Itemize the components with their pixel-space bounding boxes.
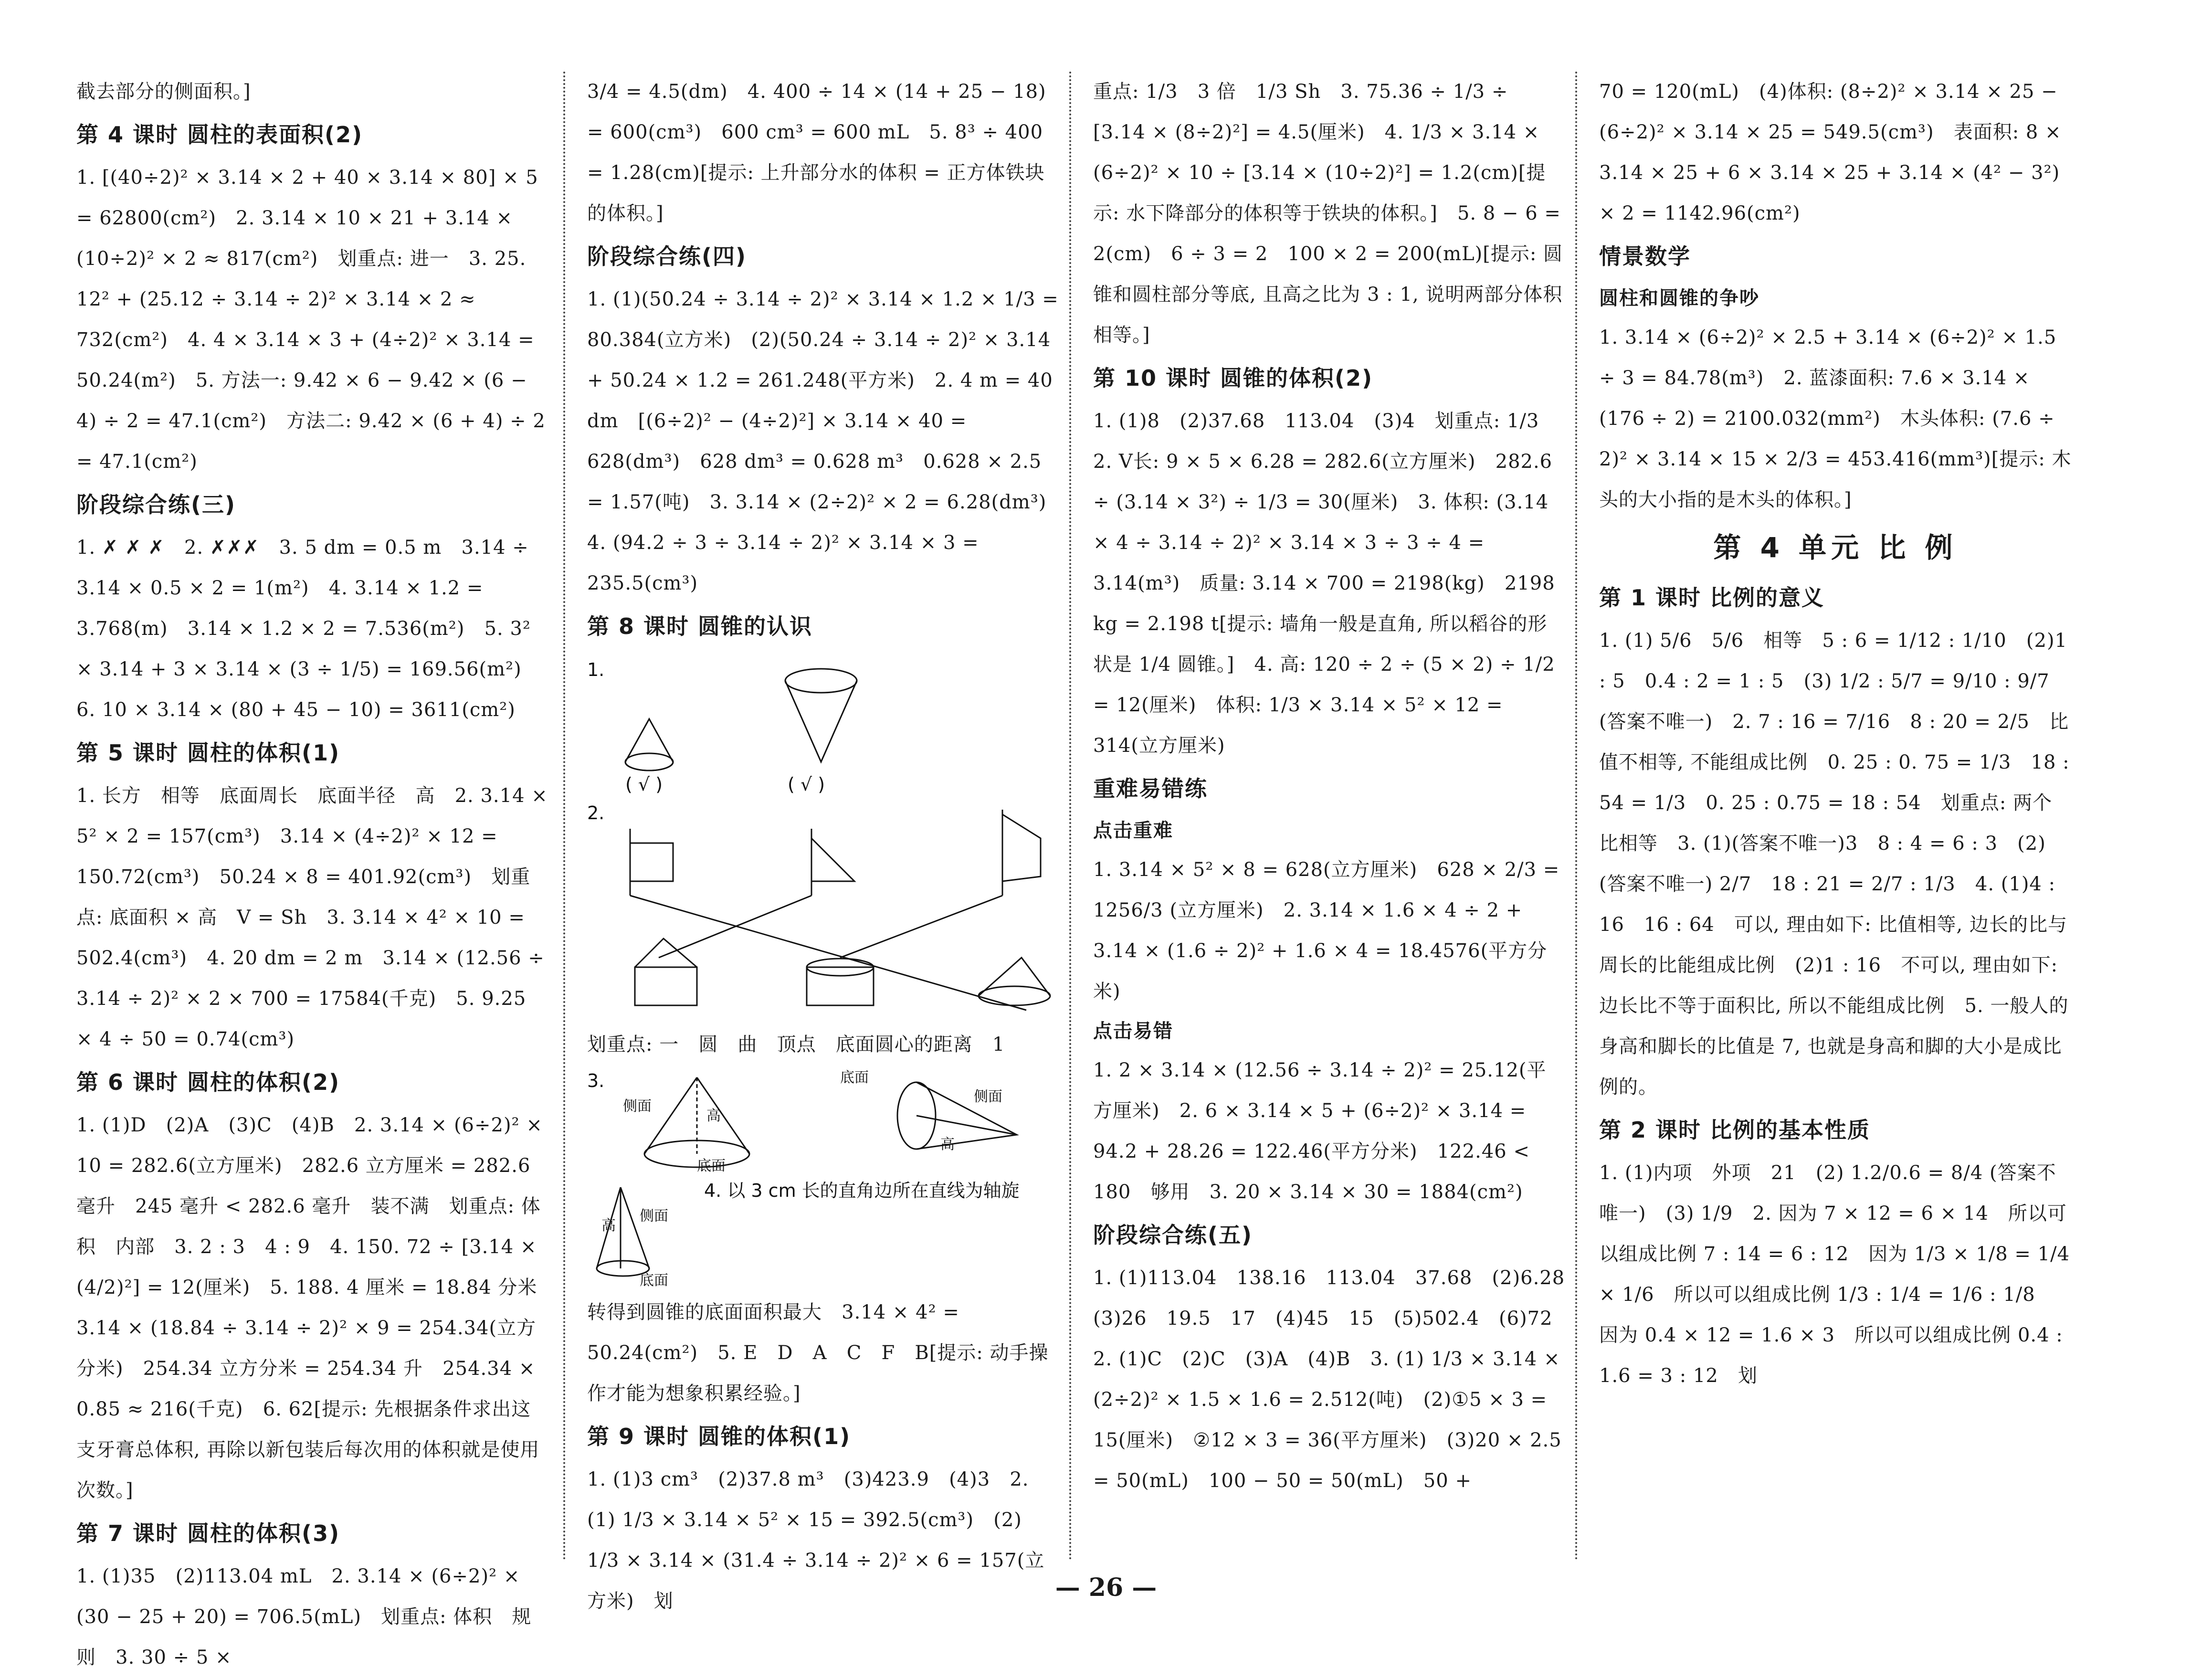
rectangle-shape <box>630 843 673 881</box>
match-line <box>630 896 1026 1010</box>
answer-text: 转得到圆锥的底面面积最大 3.14 × 4² = 50.24(cm²) 5. E D A C F B[提示: 动手操作才能为想象积累经验。] <box>587 1301 1049 1404</box>
answer-text: 重点: 1/3 3 倍 1/3 Sh 3. 75.36 ÷ 1/3 ÷ [3.14 × (8÷2)²] = 4.5(厘米) 4. 1/3 × 3.14 × (6÷2)² × 10 ÷ [3.14 × (10÷2)²] = 1.2(cm)[提示: 水下降部分的体积等于铁块的体积。] 5. 8 − 6 = 2(cm) 6 ÷ 3 = 2 100 × 2 = 200(mL)[提示: 圆锥和圆柱部分等底, 且高之比为 3 : 1, 说明两部分体积相等。] <box>1093 81 1568 346</box>
answer-text: 1. 长方 相等 底面周长 底面半径 高 2. 3.14 × 5² × 2 = 157(cm³) 3.14 × (4÷2)² × 12 = 150.72(cm³) 50.24 × 8 = 401.92(cm³) 划重点: 底面积 × 高 V = Sh 3. 3.14 × 4² × 10 = 502.4(cm³) 4. 20 dm = 2 m 3.14 × (12.56 ÷ 3.14 ÷ 2)² × 2 × 700 = 17584(千克) 5. 9.25 × 4 ÷ 50 = 0.74(cm³) <box>76 785 555 1050</box>
figure-label: 高 <box>706 1108 721 1124</box>
figure-q2 <box>587 800 1060 1020</box>
section-heading: 阶段综合练(四) <box>587 243 747 269</box>
triangle-shape <box>811 838 854 881</box>
rotation-note: 4. 以 3 cm 长的直角边所在直线为轴旋 <box>704 1180 1020 1201</box>
section-heading: 第 9 课时 圆锥的体积(1) <box>587 1424 851 1449</box>
answer-text: 1. 3.14 × 5² × 8 = 628(立方厘米) 628 × 2/3 = 1256/3 (立方厘米) 2. 3.14 × 1.6 × 4 ÷ 2 + 3.14 × (1.6 ÷ 2)² + 1.6 × 4 = 18.4576(平方分米) <box>1093 859 1567 1003</box>
section-heading: 第 10 课时 圆锥的体积(2) <box>1093 365 1373 391</box>
answer-text: 1. (1) 5/6 5/6 相等 5 : 6 = 1/12 : 1/10 (2)1 : 5 0.4 : 2 = 1 : 5 (3) 1/2 : 5/7 = 9/10 : 9/7 (答案不唯一) 2. 7 : 16 = 7/16 8 : 20 = 2/5 比值不相等, 不能组成比例 0. 25 : 0. 75 = 1/3 18 : 54 = 1/3 0. 25 : 0.75 = 18 : 54 划重点: 两个比相等 3. (1)(答案不唯一)3 8 : 4 = 6 : 3 (2)(答案不唯一) 2/7 18 : 21 = 2/7 : 1/3 4. (1)4 : 16 16 : 64 可以, 理由如下: 比值相等, 边长的比与周长的比能组成比例 (2)1 : 16 不可以, 理由如下: 边长比不等于面积比, 所以不能组成比例 5. 一般人的身高和脚长的比值是 7, 也就是身高和脚的大小是成比例的。 <box>1599 630 2076 1098</box>
answer-text: 3/4 = 4.5(dm) 4. 400 ÷ 14 × (14 + 25 − 18) = 600(cm³) 600 cm³ = 600 mL 5. 8³ ÷ 400 = 1.28(cm)[提示: 上升部分水的体积 = 正方体铁块的体积。] <box>587 81 1053 224</box>
q2-matching-svg <box>587 800 1055 1020</box>
cone-base <box>785 669 857 693</box>
unit-title: 第 4 单元 比 例 <box>1713 531 1958 564</box>
figure-q3 <box>587 1068 1060 1173</box>
cone-shape <box>625 719 673 770</box>
figure-label: 侧面 <box>974 1088 1002 1105</box>
cone-shape <box>979 958 1050 996</box>
answer-text: 1. (1)8 (2)37.68 113.04 (3)4 划重点: 1/3 2. V长: 9 × 5 × 6.28 = 282.6(立方厘米) 282.6 ÷ (3.14 × 3²) ÷ 1/3 = 30(厘米) 3. 体积: (3.14 × 4 ÷ 3.14 ÷ 2)² × 3.14 × 3 ÷ 3 ÷ 4 = 3.14(m³) 质量: 3.14 × 700 = 2198(kg) 2198 kg = 2.198 t[提示: 墙角一般是直角, 所以稻谷的形状是 1/4 圆锥。] 4. 高: 120 ÷ 2 ÷ (5 × 2) ÷ 1/2 = 12(厘米) 体积: 1/3 × 3.14 × 5² × 12 = 314(立方厘米) <box>1093 410 1562 757</box>
column-3 <box>1093 72 1585 1561</box>
section-heading: 第 6 课时 圆柱的体积(2) <box>76 1069 340 1095</box>
question-number: 2. <box>587 802 605 823</box>
answer-text: 1. (1)内项 外项 21 (2) 1.2/0.6 = 8/4 (答案不唯一) (3) 1/9 2. 因为 7 × 12 = 6 × 14 所以可以组成比例 7 : 14 = 6 : 12 因为 1/3 × 1/8 = 1/4 × 1/6 所以可以组成比例 1/3 : 1/4 = 1/6 : 1/8 因为 0.4 × 12 = 1.6 × 3 所以可以组成比例 0.4 : 1.6 = 3 : 12 划 <box>1599 1162 2076 1387</box>
question-number: 1. <box>587 659 605 680</box>
section-heading: 第 5 课时 圆柱的体积(1) <box>76 740 340 766</box>
column-1 <box>76 72 557 1668</box>
section-heading: 第 4 课时 圆柱的表面积(2) <box>76 122 363 148</box>
figure-q3b <box>587 1178 1060 1288</box>
figure-label: 底面 <box>697 1158 726 1174</box>
figure-label: 底面 <box>840 1069 869 1086</box>
cylinder-body <box>635 967 697 1005</box>
column-4 <box>1599 72 2076 1561</box>
cone-base <box>625 753 673 770</box>
column-divider <box>563 72 565 1561</box>
figure-label: 底面 <box>640 1272 668 1289</box>
column-divider <box>1575 72 1577 1561</box>
answer-text: 1. (1)D (2)A (3)C (4)B 2. 3.14 × (6÷2)² × 10 = 282.6(立方厘米) 282.6 立方厘米 = 282.6 毫升 245 毫升 < 282.6 毫升 装不满 划重点: 体积 内部 3. 2 : 3 4 : 9 4. 150. 72 ÷ [3.14 × (4/2)²] = 12(厘米) 5. 188. 4 厘米 = 18.84 分米 3.14 × (18.84 ÷ 3.14 ÷ 2)² × 9 = 254.34(立方分米) 254.34 立方分米 = 254.34 升 254.34 × 0.85 ≈ 216(千克) 6. 62[提示: 先根据条件求出这支牙膏总体积, 再除以新包装后每次用的体积就是使用次数。] <box>76 1114 557 1501</box>
section-subheading: 点击易错 <box>1093 1020 1173 1042</box>
answer-text: 1. (1)113.04 138.16 113.04 37.68 (2)6.28 (3)26 19.5 17 (4)45 15 (5)502.4 (6)72 2. (1)C (2)C (3)A (4)B 3. (1) 1/3 × 3.14 × (2÷2)² × 1.5 × 1.6 = 2.512(吨) (2)①5 × 3 = 15(厘米) ②12 × 3 = 36(平方厘米) (3)20 × 2.5 = 50(mL) 100 − 50 = 50(mL) 50 + <box>1093 1267 1585 1492</box>
answer-text: 截去部分的侧面积。] <box>76 81 251 103</box>
section-heading: 阶段综合练(三) <box>76 492 236 517</box>
figure-label: 侧面 <box>623 1098 652 1115</box>
column-2 <box>587 72 1066 1612</box>
section-heading: 情景数学 <box>1599 243 1691 269</box>
question-number: 3. <box>587 1070 605 1091</box>
answer-text: 1. [(40÷2)² × 3.14 × 2 + 40 × 3.14 × 80] × 5 = 62800(cm²) 2. 3.14 × 10 × 21 + 3.14 × (10÷2)² × 2 ≈ 817(cm²) 划重点: 进一 3. 25. 12² + (25.12 ÷ 3.14 ÷ 2)² × 3.14 × 2 ≈ 732(cm²) 4. 4 × 3.14 × 3 + (4÷2)² × 3.14 = 50.24(m²) 5. 方法一: 9.42 × 6 − 9.42 × (6 − 4) ÷ 2 = 47.1(cm²) 方法二: 9.42 × (6 + 4) ÷ 2 = 47.1(cm²) <box>76 167 552 473</box>
q3b-cone-svg <box>587 1178 1055 1288</box>
cone-base <box>979 986 1050 1005</box>
height-line <box>916 1116 1017 1135</box>
section-subheading: 点击重难 <box>1093 820 1173 842</box>
trapezoid-shape <box>1002 814 1041 881</box>
answer-text: 划重点: 一 圆 曲 顶点 底面圆心的距离 1 <box>587 1034 1005 1055</box>
section-heading: 第 1 课时 比例的意义 <box>1599 585 1825 611</box>
section-heading: 第 2 课时 比例的基本性质 <box>1599 1117 1871 1143</box>
section-subheading: 圆柱和圆锥的争吵 <box>1599 287 1759 309</box>
match-line <box>840 896 1002 958</box>
figure-q1 <box>587 652 1060 795</box>
check-mark: ( √ ) <box>788 774 825 795</box>
q1-cones-svg <box>587 652 1055 795</box>
section-heading: 阶段综合练(五) <box>1093 1222 1253 1248</box>
answer-text: 1. (1)(50.24 ÷ 3.14 ÷ 2)² × 3.14 × 1.2 × 1/3 = 80.384(立方米) (2)(50.24 ÷ 3.14 ÷ 2)² × 3.14 + 50.24 × 1.2 = 261.248(平方米) 2. 4 m = 40 dm [(6÷2)² − (4÷2)²] × 3.14 × 40 = 628(dm³) 628 dm³ = 0.628 m³ 0.628 × 2.5 = 1.57(吨) 3. 3.14 × (2÷2)² × 2 = 6.28(dm³) 4. (94.2 ÷ 3 ÷ 3.14 ÷ 2)² × 3.14 × 3 = 235.5(cm³) <box>587 288 1066 594</box>
answer-text: 70 = 120(mL) (4)体积: (8÷2)² × 3.14 × 25 − (6÷2)² × 3.14 × 25 = 549.5(cm³) 表面积: 8 × 3.14 × 25 + 6 × 3.14 × 25 + 3.14 × (4² − 3²) × 2 = 1142.96(cm²) <box>1599 81 2068 224</box>
figure-label: 高 <box>601 1217 616 1234</box>
section-heading: 重难易错练 <box>1093 776 1208 802</box>
frustum-shape <box>635 939 697 967</box>
figure-label: 侧面 <box>640 1208 668 1224</box>
cone-shape <box>644 1077 749 1154</box>
answer-text: 1. (1)35 (2)113.04 mL 2. 3.14 × (6÷2)² × (30 − 25 + 20) = 706.5(mL) 划重点: 体积 规则 3. 30 ÷ 5 × <box>76 1565 532 1668</box>
answer-text: 1. 3.14 × (6÷2)² × 2.5 + 3.14 × (6÷2)² × 1.5 ÷ 3 = 84.78(m³) 2. 蓝漆面积: 7.6 × 3.14 × (176 ÷ 2) = 2100.032(mm²) 木头体积: (7.6 ÷ 2)² × 3.14 × 15 × 2/3 = 453.416(mm³)[提示: 木头的大小指的是木头的体积。] <box>1599 327 2072 511</box>
page-number: — 26 — <box>1055 1573 1157 1602</box>
figure-label: 高 <box>940 1136 955 1153</box>
match-line <box>659 896 811 958</box>
check-mark: ( √ ) <box>625 774 663 795</box>
answer-text: 1. (1)3 cm³ (2)37.8 m³ (3)423.9 (4)3 2. (1) 1/3 × 3.14 × 5² × 15 = 392.5(cm³) (2) 1/3 × 3.14 × (31.4 ÷ 3.14 ÷ 2)² × 6 = 157(立方米) 划 <box>587 1468 1045 1612</box>
column-divider <box>1069 72 1071 1561</box>
q3-cone-parts-svg <box>587 1068 1055 1173</box>
answer-text: 1. 2 × 3.14 × (12.56 ÷ 3.14 ÷ 2)² = 25.12(平方厘米) 2. 6 × 3.14 × 5 + (6÷2)² × 3.14 = 94.2 + 28.26 = 122.46(平方分米) 122.46 < 180 够用 3. 20 × 3.14 × 30 = 1884(cm²) <box>1093 1059 1547 1203</box>
section-heading: 第 7 课时 圆柱的体积(3) <box>76 1520 340 1546</box>
section-heading: 第 8 课时 圆锥的认识 <box>587 613 813 639</box>
answer-text: 1. ✗ ✗ ✗ 2. ✗✗✗ 3. 5 dm = 0.5 m 3.14 ÷ 3.14 × 0.5 × 2 = 1(m²) 4. 3.14 × 1.2 = 3.768(m) 3.14 × 1.2 × 2 = 7.536(m²) 5. 3² × 3.14 + 3 × 3.14 × (3 ÷ 1/5) = 169.56(m²) 6. 10 × 3.14 × (80 + 45 − 10) = 3611(cm²) <box>76 537 541 721</box>
